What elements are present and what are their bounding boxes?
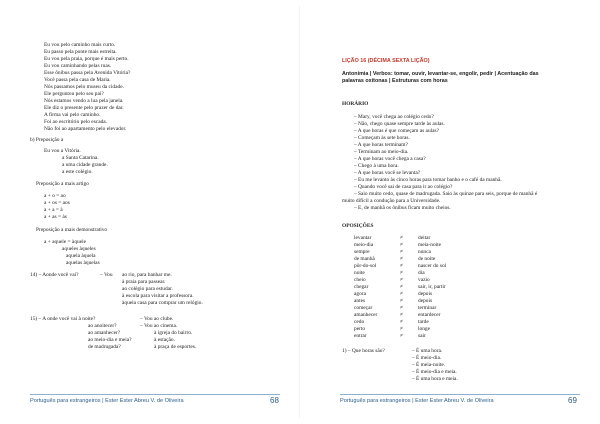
- text-line: ao rio, para banhar me.: [122, 272, 172, 278]
- text-line: a + aquele = àquele: [44, 239, 86, 245]
- dialogue-line: – A que horas terminam?: [354, 142, 408, 148]
- exercise-answer-prefix: – Vou: [100, 272, 113, 278]
- opposition-left: sempre: [354, 249, 370, 255]
- text-line: Nós passamos pelo museu da cidade.: [44, 84, 124, 90]
- not-equal-symbol: ≠: [400, 270, 403, 276]
- text-line: aqueles àqueles: [62, 246, 96, 252]
- section-title: HORÁRIO: [342, 101, 369, 107]
- dialogue-line: – A que horas você se levanta?: [354, 170, 421, 176]
- not-equal-symbol: ≠: [400, 249, 403, 255]
- dialogue-line: – A que horas você chega a casa?: [354, 156, 426, 162]
- opposition-right: nunca: [418, 249, 431, 255]
- text-line: A firma vai pelo caminho.: [44, 112, 101, 118]
- dialogue-line: – Quando você sai de casa para ir ao colégio?: [354, 184, 453, 190]
- text-line: aquela àquela: [66, 253, 96, 259]
- opposition-right: sair: [418, 333, 426, 339]
- text-line: Foi ao escritório pelo escada.: [44, 119, 108, 125]
- not-equal-symbol: ≠: [400, 312, 403, 318]
- exercise-question: 15) – A onde você vai à noite?: [30, 316, 96, 322]
- text-line: a + as = às: [44, 214, 67, 220]
- dialogue-line: – Começam às sete horas.: [354, 135, 410, 141]
- not-equal-symbol: ≠: [400, 291, 403, 297]
- not-equal-symbol: ≠: [400, 333, 403, 339]
- opposition-right: tarde: [418, 319, 429, 325]
- not-equal-symbol: ≠: [400, 263, 403, 269]
- opposition-left: chegar: [354, 284, 369, 290]
- opposition-right: deitar: [418, 235, 431, 241]
- text-line: Esse ônibus passa pela Avenida Vitória?: [44, 70, 131, 76]
- not-equal-symbol: ≠: [400, 256, 403, 262]
- text-line: Você passa pela casa de Maria.: [44, 77, 111, 83]
- text-line: – Vou ao clube.: [140, 316, 174, 322]
- not-equal-symbol: ≠: [400, 326, 403, 332]
- opposition-right: depois: [418, 298, 433, 304]
- page-footer: Português para estrangeiros | Ester Ester Abreu V. de Oliveira: [340, 398, 494, 404]
- opposition-right: de noite: [418, 256, 436, 262]
- section-label: b) Preposição a: [30, 137, 64, 143]
- text-line: Nós estamos vendo a lua pela janela.: [44, 98, 124, 104]
- footer-rule: [30, 394, 280, 395]
- dialogue-line: – Mary, você chega ao colégio cedo?: [354, 114, 434, 120]
- opposition-right: dia: [418, 270, 425, 276]
- opposition-left: meio-dia: [354, 242, 374, 248]
- text-line: àquela casa para comprar um relógio.: [122, 300, 203, 306]
- text-line: Eu vou pelo caminho mais curto.: [44, 42, 116, 48]
- page-number: 68: [270, 396, 279, 405]
- lesson-heading: LIÇÃO 16 (DÉCIMA SEXTA LIÇÃO): [342, 58, 430, 64]
- text-line: – Vou ao cinema.: [140, 323, 178, 329]
- text-line: ao meio-dia e meia?: [88, 337, 132, 343]
- opposition-right: depois: [418, 291, 433, 297]
- opposition-left: entrar: [354, 333, 367, 339]
- dialogue-line: – A que horas é que começam as aulas?: [354, 128, 440, 134]
- text-line: a + a = à: [44, 207, 63, 213]
- opposition-right: meia-noite: [418, 242, 442, 248]
- section-label: Preposição a mais artigo: [36, 181, 89, 187]
- page-number: 69: [568, 396, 577, 405]
- text-line: a + o = ao: [44, 193, 66, 199]
- text-line: Eu passo pela ponte mais estreita.: [44, 49, 117, 55]
- exercise-answer: – É uma hora e meia.: [412, 376, 458, 382]
- not-equal-symbol: ≠: [400, 305, 403, 311]
- text-line: a uma cidade grande.: [62, 162, 108, 168]
- dialogue-line: – Não, chego quase sempre tarde às aulas.: [354, 121, 445, 127]
- not-equal-symbol: ≠: [400, 277, 403, 283]
- not-equal-symbol: ≠: [400, 298, 403, 304]
- text-line: à praça de esportes.: [154, 344, 197, 350]
- opposition-left: cedo: [354, 319, 365, 325]
- opposition-right: entardecer: [418, 312, 441, 318]
- opposition-right: terminar: [418, 305, 437, 311]
- opposition-left: perto: [354, 326, 366, 332]
- text-line: à estação.: [154, 337, 175, 343]
- text-line: Eu vou pela praia, porque é mais perto.: [44, 56, 129, 62]
- lesson-subtitle: palavras oxítonas | Estruturas com horas: [342, 78, 448, 84]
- dialogue-line: – Eu me levanto às cinco horas para tomar banho e o café da manhã.: [354, 177, 502, 183]
- lesson-subtitle: Antonímia | Verbos: tomar, ouvir, levantar-se, engolir, pedir | Acentuação das: [342, 71, 539, 77]
- text-line: Não foi ao apartamento pelo elevador.: [44, 126, 127, 132]
- text-line: de madrugada?: [88, 344, 121, 350]
- text-line: aquelas àquelas: [66, 260, 100, 266]
- dialogue-line: – Chego à uma hora.: [354, 163, 399, 169]
- text-line: ao anoitecer?: [88, 323, 117, 329]
- text-line: a Santa Catarina.: [62, 155, 99, 161]
- not-equal-symbol: ≠: [400, 242, 403, 248]
- opposition-left: começar: [354, 305, 373, 311]
- opposition-right: nascer do sol: [418, 263, 447, 269]
- page-footer: Português para estrangeiros | Ester Ester Abreu V. de Oliveira: [30, 398, 184, 404]
- text-line: ao colégio para estudar.: [122, 286, 173, 292]
- text-line: Eu vou a Vitória.: [44, 148, 81, 154]
- not-equal-symbol: ≠: [400, 284, 403, 290]
- exercise-answer: – É uma hora.: [412, 348, 443, 354]
- dialogue-line: – Saio muito cedo, quase de madrugada. Saio às quinze para seis, porque de manhã é: [354, 191, 538, 197]
- text-line: a este colégio.: [62, 169, 93, 175]
- opposition-right: longe: [418, 326, 430, 332]
- text-line: à escola para visitar a professora.: [122, 293, 194, 299]
- text-line: ao amanhecer?: [88, 330, 121, 336]
- not-equal-symbol: ≠: [400, 319, 403, 325]
- opposition-right: sair, ir, partir: [418, 284, 446, 290]
- exercise-answer: – É meio-dia e meia.: [412, 369, 457, 375]
- opposition-right: vazio: [418, 277, 430, 283]
- exercise-question: 1) – Que horas são?: [342, 348, 385, 354]
- text-line: a + os = aos: [44, 200, 70, 206]
- opposition-left: pôr-do-sol: [354, 263, 377, 269]
- text-line: à igreja do bairro.: [154, 330, 193, 336]
- opposition-left: antes: [354, 298, 366, 304]
- dialogue-line: – Terminam ao meio-dia.: [354, 149, 409, 155]
- dialogue-line: – E, de manhã os ônibus ficam muito cheios.: [354, 205, 451, 211]
- opposition-left: agora: [354, 291, 366, 297]
- footer-rule: [340, 394, 580, 395]
- text-line: Ele perguntou pelo seu pai?: [44, 91, 104, 97]
- dialogue-line: muito difícil a condução para a Universidade.: [342, 198, 441, 204]
- opposition-left: amanhecer: [354, 312, 378, 318]
- opposition-left: noite: [354, 270, 365, 276]
- right-page: [300, 0, 600, 424]
- text-line: Eu vou caminhando pelas ruas.: [44, 63, 112, 69]
- exercise-question: 14) – Aonde você vai?: [30, 272, 79, 278]
- opposition-left: de manhã: [354, 256, 375, 262]
- section-label: Preposição a mais demonstrativo: [36, 227, 108, 233]
- not-equal-symbol: ≠: [400, 235, 403, 241]
- exercise-answer: – É meia-noite.: [412, 362, 446, 368]
- text-line: Ele diz o presente pelo prazer de dar.: [44, 105, 124, 111]
- opposition-left: levantar: [354, 235, 372, 241]
- opposition-left: cheio: [354, 277, 366, 283]
- exercise-answer: – É meio-dia.: [412, 355, 442, 361]
- section-title: OPOSIÇÕES: [342, 223, 374, 229]
- text-line: à praia para passear.: [122, 279, 166, 285]
